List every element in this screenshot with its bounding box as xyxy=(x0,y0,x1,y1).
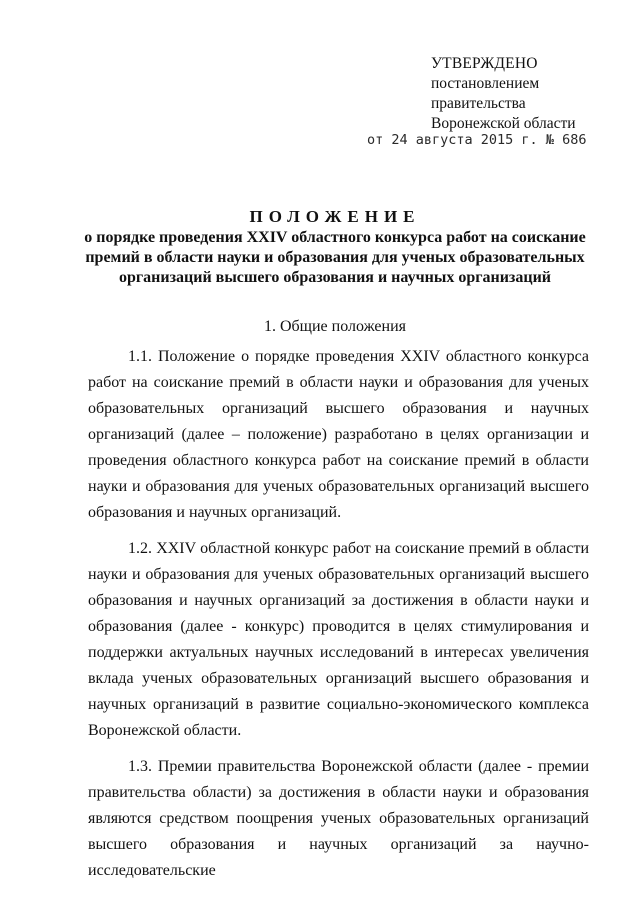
document-title-subtitle: о порядке проведения XXIV областного конкурса работ на соискание премий в области науки и образования для ученых образовательных организаций высшего образования и научных организаций xyxy=(84,229,586,286)
section-heading: 1. Общие положения xyxy=(263,318,407,335)
approval-block xyxy=(431,54,631,134)
approval-title: УТВЕРЖДЕНО xyxy=(431,55,538,72)
paragraph-1-1: 1.1. Положение о порядке проведения XXIV областного конкурса работ на соискание премий в области науки и образования для ученых образовательных организаций высшего образования и научных организаций (далее – положение) разработано в целях организации и проведения областного конкурса работ на соискание премий в области науки и образования для ученых образовательных организаций высшего образования и научных организаций. xyxy=(88,348,589,521)
document-title xyxy=(60,206,610,288)
approval-date: от 24 августа 2015 г. № 686 xyxy=(367,132,587,148)
document-body xyxy=(88,344,589,894)
approval-line-government: правительства xyxy=(431,95,526,112)
paragraph-1-3: 1.3. Премии правительства Воронежской области (далее - премии правительства области) за достижения в области науки и образования являются средством поощрения ученых образовательных организаций высшего образования и научных организаций за научно-исследовательские xyxy=(88,758,589,879)
approval-line-region: Воронежской области xyxy=(431,115,576,132)
approval-line-decree: постановлением xyxy=(431,75,540,92)
document-title-main: ПОЛОЖЕНИЕ xyxy=(249,207,421,226)
paragraph-1-2: 1.2. XXIV областной конкурс работ на соискание премий в области науки и образования для ученых образовательных организаций высшего образования и научных организаций за достижения в области науки и образования (далее - конкурс) проводится в целях стимулирования и поддержки актуальных научных исследований в интересах увеличения вклада ученых образовательных организаций высшего образования и научных организаций в развитие социально-экономического комплекса Воронежской области. xyxy=(88,540,589,739)
